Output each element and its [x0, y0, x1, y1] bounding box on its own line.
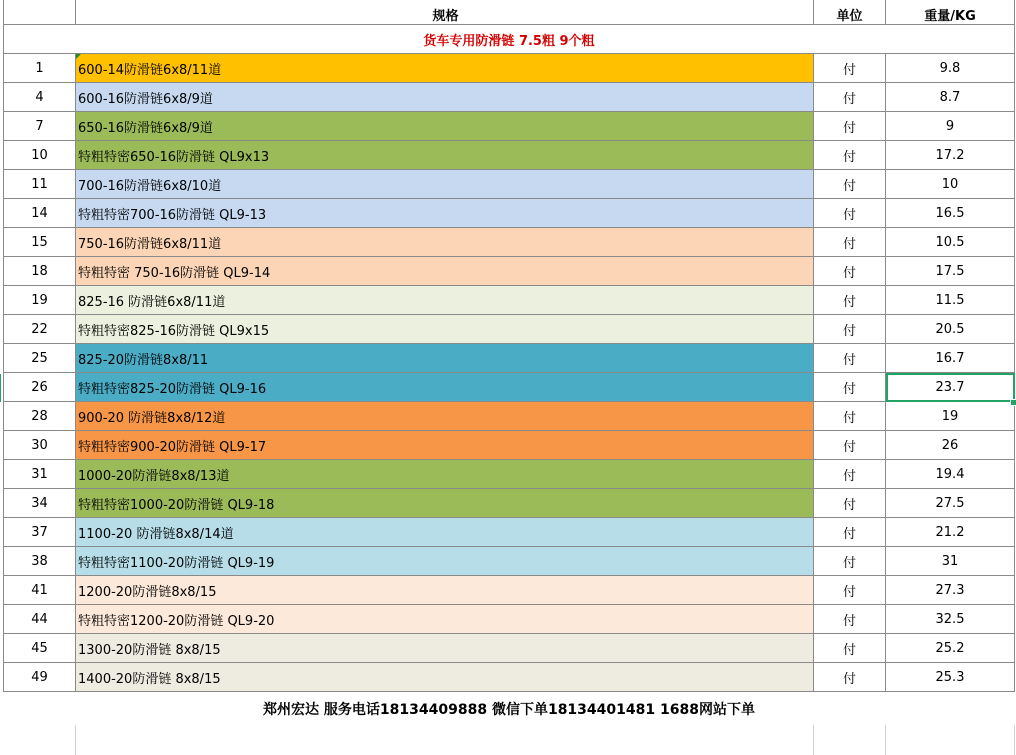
row-number-cell[interactable]: 19: [4, 286, 76, 315]
table-row: [4, 373, 1015, 402]
unit-cell[interactable]: 付: [814, 228, 886, 257]
table-row: [4, 286, 1015, 315]
row-number-cell[interactable]: 49: [4, 663, 76, 692]
table-row: [4, 257, 1015, 286]
empty-cell[interactable]: [886, 725, 1015, 755]
weight-cell[interactable]: 27.3: [886, 576, 1015, 605]
table-row: [4, 402, 1015, 431]
spec-cell[interactable]: 特粗特密825-16防滑链 QL9x15: [76, 315, 814, 344]
row-number-cell[interactable]: 11: [4, 170, 76, 199]
spec-cell[interactable]: 1300-20防滑链 8x8/15: [76, 634, 814, 663]
spec-cell[interactable]: 700-16防滑链6x8/10道: [76, 170, 814, 199]
header-cell-weight[interactable]: 重量/KG: [886, 0, 1015, 25]
unit-cell[interactable]: 付: [814, 199, 886, 228]
fill-handle[interactable]: [1010, 399, 1016, 406]
unit-cell[interactable]: 付: [814, 257, 886, 286]
price-sheet: [3, 0, 1015, 755]
spec-cell[interactable]: 650-16防滑链6x8/9道: [76, 112, 814, 141]
header-cell-spec[interactable]: 规格: [76, 0, 814, 25]
spec-cell[interactable]: 600-14防滑链6x8/11道: [76, 54, 814, 83]
spec-cell[interactable]: 1400-20防滑链 8x8/15: [76, 663, 814, 692]
table-row: [4, 460, 1015, 489]
row-number-cell[interactable]: 44: [4, 605, 76, 634]
unit-cell[interactable]: 付: [814, 141, 886, 170]
spec-cell[interactable]: 特粗特密650-16防滑链 QL9x13: [76, 141, 814, 170]
unit-cell[interactable]: 付: [814, 663, 886, 692]
unit-cell[interactable]: 付: [814, 170, 886, 199]
row-number-cell[interactable]: 41: [4, 576, 76, 605]
weight-cell[interactable]: 25.3: [886, 663, 1015, 692]
table-row: [4, 315, 1015, 344]
table-row: [4, 344, 1015, 373]
table-row: [4, 199, 1015, 228]
spec-cell[interactable]: 600-16防滑链6x8/9道: [76, 83, 814, 112]
row-number-cell[interactable]: 22: [4, 315, 76, 344]
spec-cell[interactable]: 特粗特密900-20防滑链 QL9-17: [76, 431, 814, 460]
row-number-cell[interactable]: 28: [4, 402, 76, 431]
weight-cell[interactable]: 9: [886, 112, 1015, 141]
row-number-cell[interactable]: 1: [4, 54, 76, 83]
empty-row: [4, 725, 1015, 755]
weight-cell[interactable]: 16.5: [886, 199, 1015, 228]
weight-cell[interactable]: 20.5: [886, 315, 1015, 344]
unit-cell[interactable]: 付: [814, 460, 886, 489]
table-row: [4, 518, 1015, 547]
spec-cell[interactable]: 特粗特密1200-20防滑链 QL9-20: [76, 605, 814, 634]
empty-cell[interactable]: [76, 725, 814, 755]
spec-cell[interactable]: 特粗特密1100-20防滑链 QL9-19: [76, 547, 814, 576]
unit-cell[interactable]: 付: [814, 489, 886, 518]
spec-cell[interactable]: 750-16防滑链6x8/11道: [76, 228, 814, 257]
weight-cell[interactable]: 17.5: [886, 257, 1015, 286]
unit-cell[interactable]: 付: [814, 344, 886, 373]
spec-cell[interactable]: 900-20 防滑链8x8/12道: [76, 402, 814, 431]
unit-cell[interactable]: 付: [814, 112, 886, 141]
weight-cell[interactable]: 31: [886, 547, 1015, 576]
unit-cell[interactable]: 付: [814, 83, 886, 112]
weight-cell[interactable]: 27.5: [886, 489, 1015, 518]
row-number-cell[interactable]: 15: [4, 228, 76, 257]
table-row: [4, 112, 1015, 141]
row-number-cell[interactable]: 37: [4, 518, 76, 547]
sheet-title[interactable]: 货车专用防滑链 7.5粗 9个粗: [4, 25, 1015, 54]
unit-cell[interactable]: 付: [814, 315, 886, 344]
row-number-cell[interactable]: 4: [4, 83, 76, 112]
weight-cell-selected[interactable]: 23.7: [886, 373, 1015, 402]
weight-cell[interactable]: 16.7: [886, 344, 1015, 373]
row-number-cell[interactable]: 30: [4, 431, 76, 460]
spec-cell[interactable]: 1100-20 防滑链8x8/14道: [76, 518, 814, 547]
unit-cell[interactable]: 付: [814, 286, 886, 315]
spec-cell[interactable]: 特粗特密825-20防滑链 QL9-16: [76, 373, 814, 402]
footer-contact-text[interactable]: 郑州宏达 服务电话18134409888 微信下单18134401481 1688网站下单: [263, 701, 755, 718]
weight-cell[interactable]: 25.2: [886, 634, 1015, 663]
table-row: [4, 83, 1015, 112]
weight-cell[interactable]: 32.5: [886, 605, 1015, 634]
weight-cell[interactable]: 17.2: [886, 141, 1015, 170]
row-number-cell[interactable]: 34: [4, 489, 76, 518]
weight-cell[interactable]: 19.4: [886, 460, 1015, 489]
footer-row: [4, 692, 1015, 726]
unit-cell[interactable]: 付: [814, 431, 886, 460]
table-row: [4, 431, 1015, 460]
active-row-marker: [0, 374, 4, 402]
table-row: [4, 547, 1015, 576]
spec-cell[interactable]: 特粗特密1000-20防滑链 QL9-18: [76, 489, 814, 518]
table-row: [4, 489, 1015, 518]
spec-cell[interactable]: 825-20防滑链8x8/11: [76, 344, 814, 373]
row-number-cell[interactable]: 38: [4, 547, 76, 576]
weight-cell[interactable]: 26: [886, 431, 1015, 460]
table-row: [4, 170, 1015, 199]
table-row: [4, 634, 1015, 663]
row-number-cell[interactable]: 14: [4, 199, 76, 228]
unit-cell[interactable]: 付: [814, 576, 886, 605]
unit-cell[interactable]: 付: [814, 518, 886, 547]
weight-cell[interactable]: 19: [886, 402, 1015, 431]
unit-cell[interactable]: 付: [814, 54, 886, 83]
unit-cell[interactable]: 付: [814, 547, 886, 576]
table-row: [4, 228, 1015, 257]
spec-cell[interactable]: 特粗特密 750-16防滑链 QL9-14: [76, 257, 814, 286]
weight-cell[interactable]: 9.8: [886, 54, 1015, 83]
unit-cell[interactable]: 付: [814, 373, 886, 402]
table-row: [4, 605, 1015, 634]
spec-cell[interactable]: 特粗特密700-16防滑链 QL9-13: [76, 199, 814, 228]
row-number-cell[interactable]: 10: [4, 141, 76, 170]
table-row: [4, 141, 1015, 170]
row-number-cell[interactable]: 45: [4, 634, 76, 663]
weight-cell[interactable]: 8.7: [886, 83, 1015, 112]
unit-cell[interactable]: 付: [814, 634, 886, 663]
row-number-cell[interactable]: 18: [4, 257, 76, 286]
header-row: [4, 0, 1015, 25]
sheet-body: [4, 0, 1015, 755]
unit-cell[interactable]: 付: [814, 402, 886, 431]
header-cell-blank[interactable]: [4, 0, 76, 25]
table-row: [4, 576, 1015, 605]
weight-cell[interactable]: 21.2: [886, 518, 1015, 547]
row-number-cell[interactable]: 31: [4, 460, 76, 489]
empty-cell[interactable]: [814, 725, 886, 755]
title-row: [4, 25, 1015, 54]
unit-cell[interactable]: 付: [814, 605, 886, 634]
spec-cell[interactable]: 1200-20防滑链8x8/15: [76, 576, 814, 605]
row-number-cell[interactable]: 7: [4, 112, 76, 141]
weight-cell[interactable]: 10.5: [886, 228, 1015, 257]
table-row: [4, 663, 1015, 692]
spec-cell[interactable]: 825-16 防滑链6x8/11道: [76, 286, 814, 315]
row-number-cell[interactable]: 25: [4, 344, 76, 373]
empty-cell[interactable]: [4, 725, 76, 755]
row-number-cell[interactable]: 26: [4, 373, 76, 402]
header-cell-unit[interactable]: 单位: [814, 0, 886, 25]
weight-cell[interactable]: 10: [886, 170, 1015, 199]
table-row: [4, 54, 1015, 83]
spec-cell[interactable]: 1000-20防滑链8x8/13道: [76, 460, 814, 489]
weight-cell[interactable]: 11.5: [886, 286, 1015, 315]
